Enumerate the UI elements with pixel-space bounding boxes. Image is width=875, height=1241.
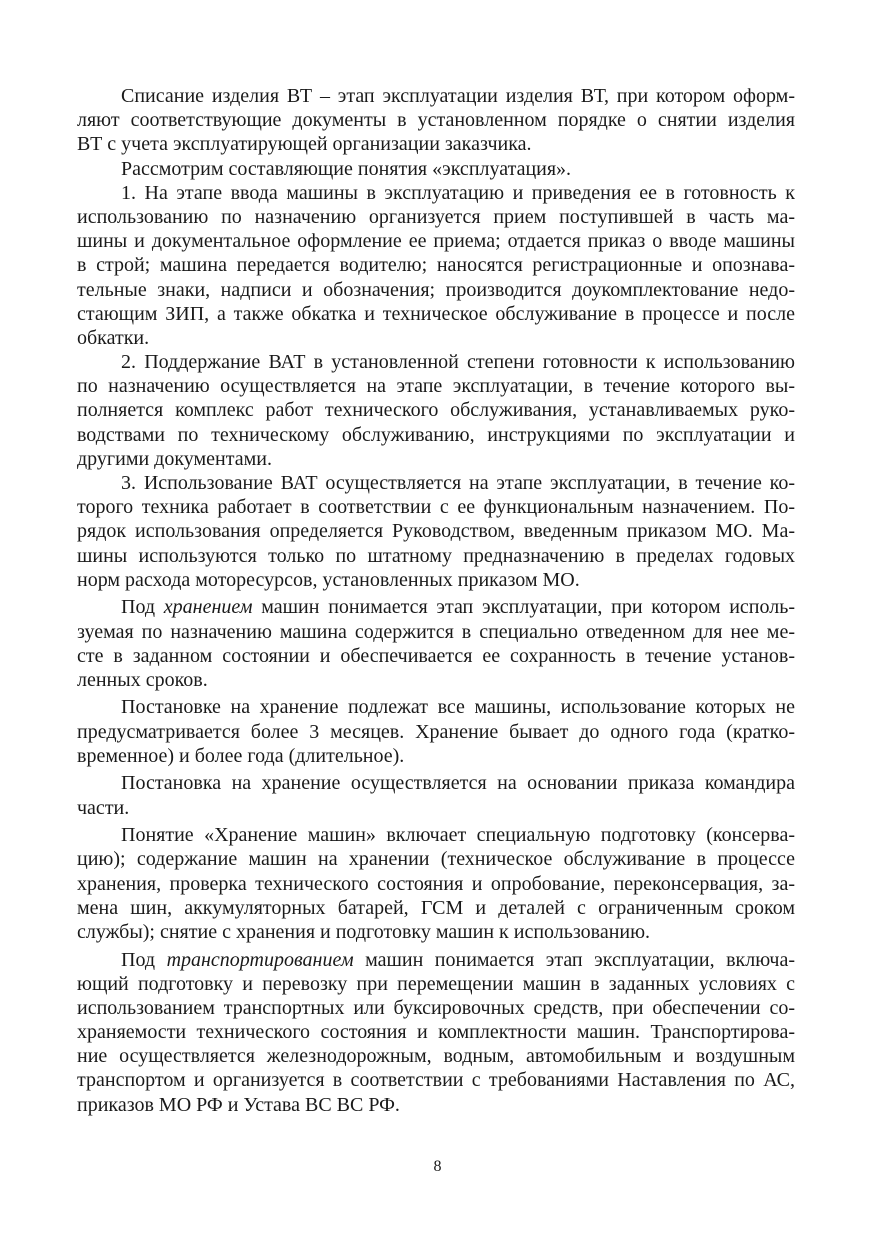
paragraph	[77, 471, 795, 592]
paragraph	[77, 157, 795, 181]
paragraph	[77, 695, 795, 768]
text-line: хранения, проверка технического состояния и опробование, переконсервация, за-	[77, 872, 795, 895]
line-prefix: Под	[121, 948, 167, 971]
text-line: Понятие «Хранение машин» включает специальную подготовку (консерва-	[121, 824, 795, 847]
italic-term: транспортированием	[166, 948, 354, 971]
text-line: 2. Поддержание ВАТ в установленной степени готовности к использованию	[121, 351, 795, 374]
text-line: стающим ЗИП, а также обкатка и техническое обслуживание в процессе и после	[77, 302, 795, 325]
line-rest: машин понимается этап эксплуатации, включа-	[353, 948, 795, 971]
text-line: ляют соответствующие документы в установленном порядке о снятии изделия	[77, 109, 795, 132]
paragraph	[77, 181, 795, 350]
text-line: ющий подготовку и перевозку при перемещении машин в заданных условиях с	[77, 972, 795, 995]
text-line: шины и документальное оформление ее приема; отдается приказ о вводе машины	[77, 230, 795, 253]
text-line: сте в заданном состоянии и обеспечивается ее сохранность в течение установ-	[77, 644, 795, 667]
paragraph	[77, 595, 795, 692]
text-line: использованием транспортных или буксировочных средств, при обеспечении со-	[77, 996, 795, 1019]
text-line: транспортом и организуется в соответствии с требованиями Наставления по АС,	[77, 1069, 795, 1092]
text-line: части.	[77, 796, 130, 819]
text-line: мена шин, аккумуляторных батарей, ГСМ и деталей с ограниченным сроком	[77, 896, 795, 919]
text-line: ние осуществляется железнодорожным, водным, автомобильным и воздушным	[77, 1045, 795, 1068]
paragraph	[77, 771, 795, 819]
text-line: ВТ с учета эксплуатирующей организации заказчика.	[77, 133, 532, 156]
text-line: водствами по техническому обслуживанию, инструкциями по эксплуатации и	[77, 423, 795, 446]
text-line: норм расхода моторесурсов, установленных приказом МО.	[77, 568, 580, 591]
text-line: рядок использования определяется Руководством, введенным приказом МО. Ма-	[77, 520, 795, 543]
text-line: службы); снятие с хранения и подготовку машин к использованию.	[77, 920, 651, 943]
paragraph	[77, 350, 795, 471]
text-line: 3. Использование ВАТ осуществляется на этапе эксплуатации, в течение ко-	[121, 472, 795, 494]
text-line: по назначению осуществляется на этапе эксплуатации, в течение которого вы-	[77, 375, 795, 398]
text-line: Списание изделия ВТ – этап эксплуатации изделия ВТ, при котором оформ-	[121, 85, 795, 107]
text-line: зуемая по назначению машина содержится в специально отведенном для нее ме-	[77, 620, 795, 643]
text-line	[77, 595, 795, 619]
text-line: цию); содержание машин на хранении (техническое обслуживание в процессе	[77, 848, 795, 871]
text-line: приказов МО РФ и Устава ВС ВС РФ.	[77, 1093, 400, 1116]
text-line: тельные знаки, надписи и обозначения; производится доукомплектование недо-	[77, 278, 795, 301]
text-line: предусматривается более 3 месяцев. Хранение бывает до одного года (кратко-	[77, 720, 795, 743]
text-line: Рассмотрим составляющие понятия «эксплуатация».	[121, 157, 572, 180]
paragraph	[77, 823, 795, 944]
text-line: использованию по назначению организуется прием поступившей в часть ма-	[77, 205, 795, 228]
text-line: в строй; машина передается водителю; наносятся регистрационные и опознава-	[77, 254, 795, 277]
text-line: шины используются только по штатному предназначению в пределах годовых	[77, 544, 795, 567]
text-line: другими документами.	[77, 447, 272, 470]
text-line: 1. На этапе ввода машины в эксплуатацию и приведения ее в готовность к	[121, 181, 795, 204]
page-number: 8	[433, 1158, 442, 1175]
italic-term: хранением	[163, 596, 253, 619]
text-line: Постановке на хранение подлежат все машины, использование которых не	[121, 696, 795, 719]
text-line: обкатки.	[77, 326, 150, 349]
text-line: Постановка на хранение осуществляется на основании приказа командира	[121, 772, 795, 795]
line-prefix: Под	[121, 596, 164, 619]
text-line: храняемости технического состояния и комплектности машин. Транспортирова-	[77, 1021, 795, 1044]
paragraph	[77, 948, 795, 1117]
document-body	[77, 84, 795, 1117]
text-line: торого техника работает в соответствии с ее функциональным назначением. По-	[77, 496, 795, 519]
text-line: временное) и более года (длительное).	[77, 744, 405, 767]
paragraph	[77, 84, 795, 157]
text-line: ленных сроков.	[77, 668, 208, 691]
text-line: полняется комплекс работ технического обслуживания, устанавливаемых руко-	[77, 399, 795, 422]
text-line	[77, 948, 795, 972]
line-rest: машин понимается этап эксплуатации, при котором исполь-	[252, 596, 795, 619]
